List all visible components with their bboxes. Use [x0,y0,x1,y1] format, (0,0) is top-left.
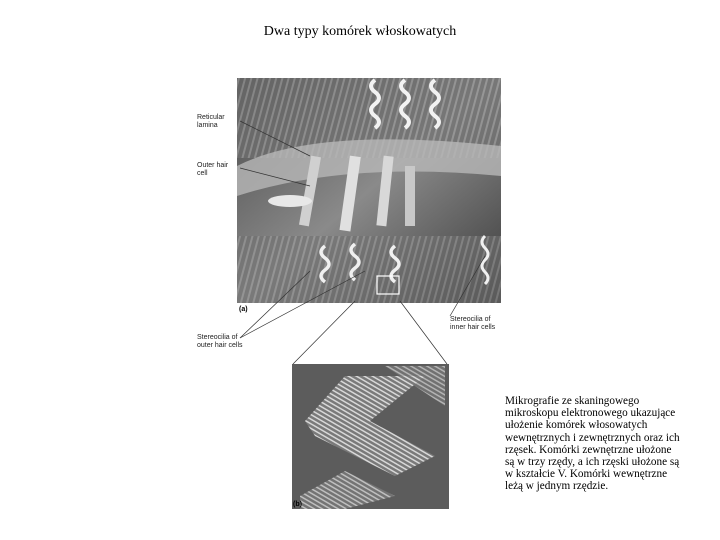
panel-a-letter: (a) [239,306,248,313]
label-stereocilia-inner: Stereocilia of inner hair cells [450,316,496,331]
slide-title: Dwa typy komórek włoskowatych [263,24,457,39]
figure-caption [505,395,705,493]
panel-b-image [292,364,449,509]
micrograph-svg [195,76,505,516]
caption-line: w kształcie V. Komórki wewnętrzne [505,468,668,481]
panel-a-image [237,78,501,303]
micrograph-figure [195,76,505,516]
caption-line: mikroskopu elektronowego ukazujące [505,407,676,420]
label-reticular-lamina: Reticular lamina [197,114,225,129]
panel-b-letter: (b) [293,501,302,508]
caption-line: leżą w jednym rzędzie. [505,480,609,493]
caption-line: rzęsek. Komórki zewnętrzne ułożone [505,443,672,456]
caption-line: są w trzy rzędy, a ich rzęski ułożone są [505,456,680,469]
label-outer-hair-cell: Outer hair cell [197,162,229,177]
caption-line: Mikrografie ze skaningowego [505,395,640,407]
caption-line: ułożenie komórek włosowatych [505,419,648,432]
caption-line: wewnętrznych i zewnętrznych oraz ich [505,431,680,444]
label-stereocilia-outer: Stereocilia of outer hair cells [197,334,243,349]
